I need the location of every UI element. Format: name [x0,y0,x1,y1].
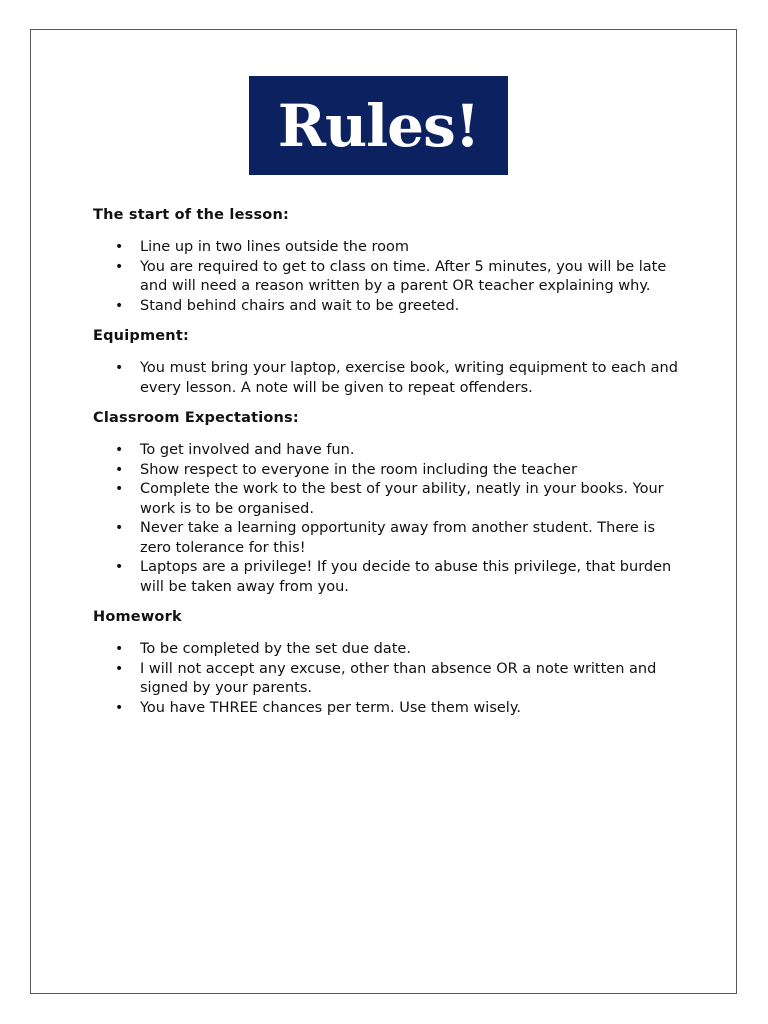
list-item: • You are required to get to class on time. After 5 minutes, you will be late and will need a reason written by a parent OR teacher explaining why. [93,258,683,297]
list-equipment [93,359,683,398]
rules-content [93,206,683,729]
document-page [30,29,737,994]
list-item: • I will not accept any excuse, other than absence OR a note written and signed by your parents. [93,660,683,699]
section-heading-start-of-lesson: The start of the lesson: [93,207,289,223]
list-item: • Laptops are a privilege! If you decide to abuse this privilege, that burden will be taken away from you. [93,558,683,597]
list-item: • To get involved and have fun. [93,441,683,461]
list-item: • You have THREE chances per term. Use them wisely. [93,699,683,719]
section-heading-homework: Homework [93,609,182,625]
list-item: • Never take a learning opportunity away from another student. There is zero tolerance for this! [93,519,683,558]
list-item: • Stand behind chairs and wait to be greeted. [93,297,683,317]
section-heading-classroom-expectations: Classroom Expectations: [93,410,299,426]
list-classroom-expectations [93,441,683,597]
list-item: • Complete the work to the best of your ability, neatly in your books. Your work is to be organised. [93,480,683,519]
list-item: • Show respect to everyone in the room including the teacher [93,461,683,481]
list-item: • You must bring your laptop, exercise book, writing equipment to each and every lesson. A note will be given to repeat offenders. [93,359,683,398]
list-homework [93,640,683,718]
list-item: • To be completed by the set due date. [93,640,683,660]
list-item: • Line up in two lines outside the room [93,238,683,258]
banner-title: Rules! [277,91,480,160]
list-start-of-lesson [93,238,683,316]
section-heading-equipment: Equipment: [93,328,189,344]
rules-banner [249,76,508,175]
